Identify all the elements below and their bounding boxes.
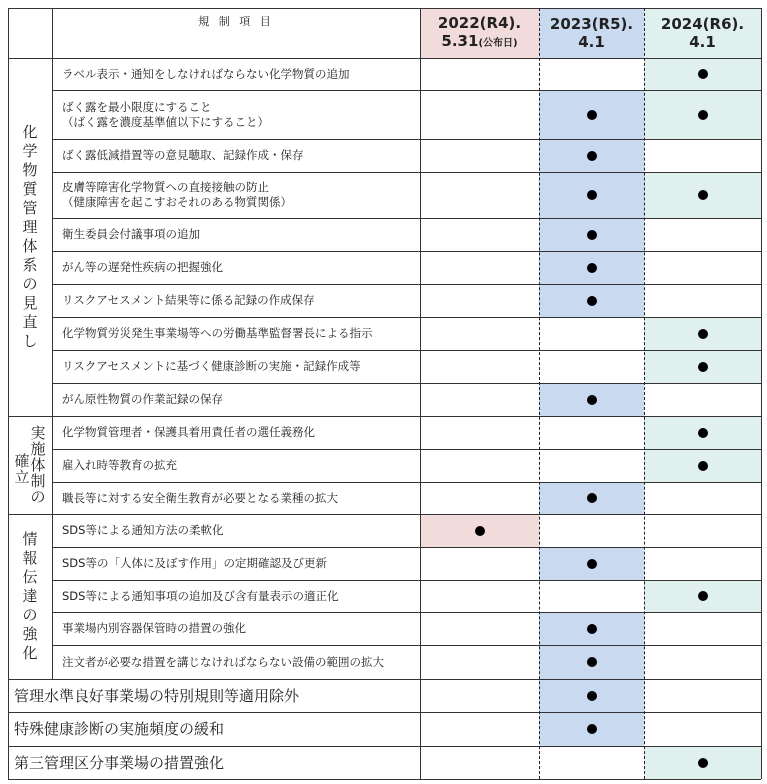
regulation-item: [52, 350, 420, 383]
header-date-line2: [689, 33, 716, 51]
category-char: 制: [30, 472, 46, 490]
category-char: 物: [22, 161, 38, 179]
grid-line-horizontal: [52, 482, 761, 483]
grid-line-vertical: [761, 8, 762, 779]
filled-circle-mark: [587, 230, 597, 240]
regulation-item: [52, 139, 420, 172]
grid-line-horizontal: [8, 746, 761, 747]
regulation-item: [8, 679, 420, 712]
regulation-item-text: 特殊健康診断の実施頻度の緩和: [14, 720, 225, 738]
grid-line-horizontal: [52, 172, 761, 173]
grid-line-horizontal: [52, 317, 761, 318]
filled-circle-mark: [587, 724, 597, 734]
category-char: 理: [22, 218, 38, 236]
grid-line-horizontal: [8, 779, 761, 780]
regulation-item: [52, 547, 420, 580]
regulation-item: [8, 746, 420, 779]
grid-line-horizontal: [52, 645, 761, 646]
regulation-item: [52, 416, 420, 449]
category-char: 伝: [22, 568, 38, 586]
regulation-item-text: 第三管理区分事業場の措置強化: [14, 753, 225, 772]
regulation-item: [52, 58, 420, 90]
filled-circle-mark: [587, 657, 597, 667]
category-label-implementation-system: [8, 416, 52, 514]
grid-line-horizontal: [52, 449, 761, 450]
grid-line-horizontal: [52, 580, 761, 581]
category-char: 化: [22, 644, 38, 662]
regulation-item-text: SDS等による通知方法の柔軟化: [62, 523, 224, 537]
grid-line-horizontal: [52, 612, 761, 613]
grid-line-vertical: [52, 8, 53, 679]
regulation-item-text: 雇入れ時等教育の拡充: [62, 458, 177, 472]
regulation-item-text: 注文者が必要な措置を講じなければならない設備の範囲の拡大: [62, 654, 384, 669]
regulation-schedule-table: [8, 8, 761, 779]
category-char: 管: [22, 199, 38, 217]
category-char: 施: [30, 440, 46, 458]
regulation-item: [52, 317, 420, 350]
filled-circle-mark: [587, 296, 597, 306]
regulation-item: [52, 482, 420, 514]
filled-circle-mark: [698, 329, 708, 339]
regulation-item-text: ラベル表示・通知をしなければならない化学物質の追加: [62, 66, 350, 81]
grid-line-horizontal: [52, 383, 761, 384]
category-char: 化: [22, 123, 38, 141]
regulation-item: [52, 284, 420, 317]
grid-line-horizontal: [52, 218, 761, 219]
grid-line-horizontal: [8, 679, 761, 680]
grid-line-dashed: [644, 8, 645, 779]
regulation-item-text: 化学物質労災発生事業場等への労働基準監督署長による指示: [62, 326, 373, 340]
regulation-item-text: ばく露低減措置等の意見聴取、記録作成・保存: [62, 148, 304, 162]
regulation-item-text: リスクアセスメントに基づく健康診断の実施・記録作成等: [62, 359, 361, 373]
regulation-item: [52, 514, 420, 547]
filled-circle-mark: [698, 190, 708, 200]
category-char: 実: [30, 424, 46, 442]
grid-line-horizontal: [8, 514, 761, 515]
filled-circle-mark: [475, 526, 485, 536]
regulation-item: [8, 712, 420, 746]
header-date-line1: 2022(R4).: [437, 13, 522, 32]
grid-line-dashed: [539, 8, 540, 779]
filled-circle-mark: [587, 110, 597, 120]
regulation-item-text: 衛生委員会付議事項の追加: [62, 227, 200, 241]
header-date-note: (公布日): [478, 37, 518, 49]
category-char: 体: [30, 456, 46, 474]
category-col-left: [14, 453, 29, 485]
category-char: の: [22, 275, 38, 293]
filled-circle-mark: [698, 591, 708, 601]
filled-circle-mark: [587, 151, 597, 161]
regulation-item: [52, 90, 420, 139]
category-char: 直: [22, 313, 38, 331]
category-char: 立: [14, 468, 30, 486]
regulation-item-text: SDS等による通知事項の追加及び含有量表示の適正化: [62, 588, 339, 603]
regulation-item-text: 化学物質管理者・保護具着用責任者の選任義務化: [62, 425, 315, 439]
filled-circle-mark: [587, 263, 597, 273]
regulation-item: [52, 251, 420, 284]
grid-line-vertical: [8, 8, 9, 779]
header-date-line1: 2024(R6).: [660, 15, 745, 33]
category-char: 報: [22, 549, 38, 567]
grid-line-vertical: [420, 8, 421, 779]
header-date-line2: [441, 32, 517, 53]
grid-line-horizontal: [52, 284, 761, 285]
filled-circle-mark: [698, 110, 708, 120]
regulation-item-text: ばく露を最小限度にすること: [62, 99, 212, 114]
regulation-item: [52, 218, 420, 251]
regulation-item: [52, 172, 420, 218]
filled-circle-mark: [698, 758, 708, 768]
category-char: 学: [22, 142, 38, 160]
filled-circle-mark: [698, 362, 708, 372]
header-date-cell-3: [644, 8, 761, 58]
filled-circle-mark: [587, 395, 597, 405]
header-date-value: 4.1: [689, 33, 716, 51]
grid-line-horizontal: [52, 350, 761, 351]
category-label-information-transfer: [8, 514, 52, 679]
regulation-item-text: 皮膚等障害化学物質への直接接触の防止: [62, 180, 269, 194]
header-date-value: 5.31: [441, 31, 479, 50]
regulation-item: [52, 383, 420, 416]
category-char: 系: [22, 256, 38, 274]
category-char: の: [30, 488, 46, 506]
regulation-item: [52, 645, 420, 679]
header-date-cell-1: [420, 8, 539, 58]
header-date-value: 4.1: [578, 33, 605, 51]
category-char: 体: [22, 237, 38, 255]
category-char: 見: [22, 294, 38, 312]
regulation-item-note: （ばく露を濃度基準値以下にすること）: [62, 114, 269, 129]
regulation-item-note: （健康障害を起こすおそれのある物質関係）: [62, 195, 292, 209]
grid-line-horizontal: [8, 712, 761, 713]
regulation-item-text: リスクアセスメント結果等に係る記録の作成保存: [62, 293, 315, 307]
grid-line-horizontal: [8, 416, 761, 417]
regulation-item: [52, 580, 420, 612]
filled-circle-mark: [698, 428, 708, 438]
category-char: 達: [22, 587, 38, 605]
grid-line-horizontal: [52, 90, 761, 91]
regulation-item: [52, 612, 420, 645]
header-date-cell-2: [539, 8, 644, 58]
grid-line-horizontal: [52, 251, 761, 252]
filled-circle-mark: [587, 691, 597, 701]
filled-circle-mark: [587, 190, 597, 200]
category-char: し: [22, 332, 38, 350]
category-col-right: [31, 425, 46, 505]
category-label-chemical-management: [8, 58, 52, 416]
grid-line-horizontal: [8, 8, 761, 9]
filled-circle-mark: [587, 624, 597, 634]
grid-line-horizontal: [52, 547, 761, 548]
grid-line-horizontal: [52, 139, 761, 140]
regulation-item-text: がん原性物質の作業記録の保存: [62, 392, 223, 406]
regulation-item-text: 事業場内別容器保管時の措置の強化: [62, 621, 246, 635]
grid-line-horizontal: [8, 58, 761, 59]
category-char: の: [22, 606, 38, 624]
header-date-line2: [578, 33, 605, 51]
regulation-item-text: 職長等に対する安全衛生教育が必要となる業種の拡大: [62, 490, 338, 505]
filled-circle-mark: [698, 461, 708, 471]
filled-circle-mark: [698, 69, 708, 79]
header-item-label: 規 制 項 目: [198, 15, 274, 28]
category-char: 確: [14, 452, 30, 470]
regulation-item: [52, 449, 420, 482]
category-char: 情: [22, 530, 38, 548]
category-char: 質: [22, 180, 38, 198]
regulation-item-text: がん等の遅発性疾病の把握強化: [62, 260, 223, 274]
filled-circle-mark: [587, 493, 597, 503]
header-date-line1: 2023(R5).: [549, 15, 634, 33]
filled-circle-mark: [587, 559, 597, 569]
category-char: 強: [22, 625, 38, 643]
regulation-item-text: 管理水準良好事業場の特別規則等適用除外: [14, 686, 300, 705]
regulation-item-text: SDS等の「人体に及ぼす作用」の定期確認及び更新: [62, 556, 327, 570]
